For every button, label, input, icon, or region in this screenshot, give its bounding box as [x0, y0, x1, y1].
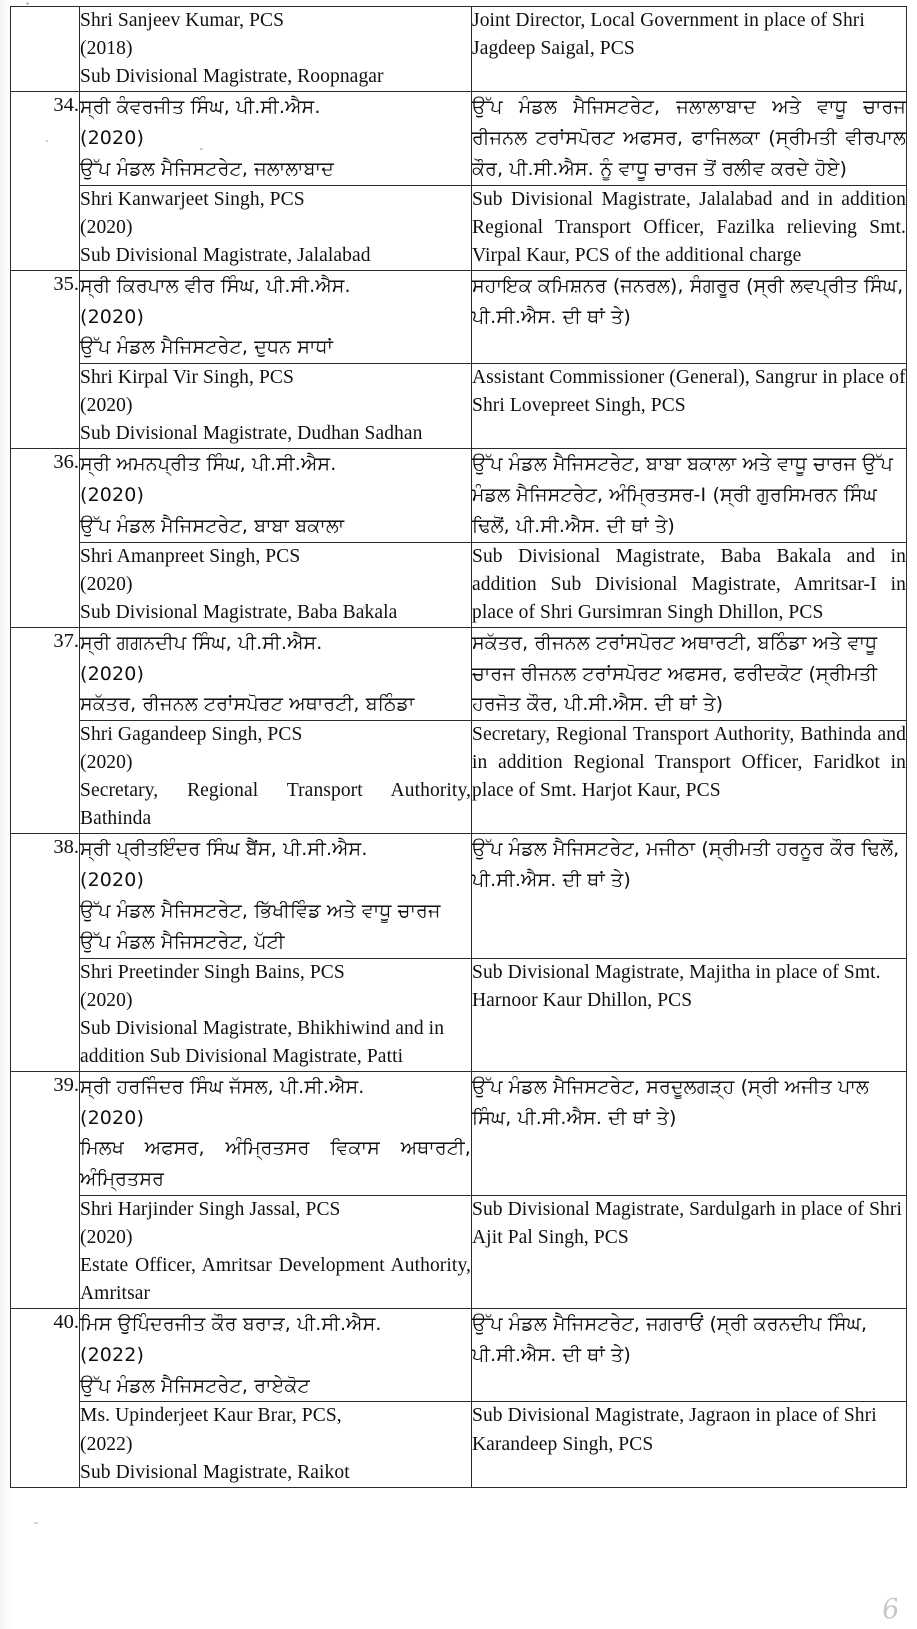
posting-details-cell — [472, 92, 907, 185]
posting-details-cell-text — [472, 449, 906, 541]
text-line: ਸ੍ਰੀ ਗਗਨਦੀਪ ਸਿੰਘ, ਪੀ.ਸੀ.ਐਸ. — [80, 631, 323, 654]
text-line: Sub Divisional Magistrate, Raikot — [80, 1461, 350, 1483]
table-row — [11, 627, 907, 720]
officer-details-cell — [80, 270, 472, 363]
text-line: ਉੱਪ ਮੰਡਲ ਮੈਜਿਸਟਰੇਟ, ਰਾਏਕੋਟ — [80, 1374, 310, 1397]
text-line: Shri Kirpal Vir Singh, PCS — [80, 367, 294, 389]
officer-details-cell-text — [80, 1402, 471, 1486]
posting-details-cell — [472, 270, 907, 363]
text-line: ਸ੍ਰੀ ਅਮਨਪ੍ਰੀਤ ਸਿੰਘ, ਪੀ.ਸੀ.ਐਸ. — [80, 453, 337, 476]
posting-details-cell-text — [472, 721, 906, 805]
posting-details-cell — [472, 364, 907, 449]
posting-details-cell — [472, 7, 907, 92]
posting-details-cell-text — [472, 1309, 906, 1371]
posting-details-cell — [472, 1195, 907, 1308]
posting-details-cell-text — [472, 1072, 906, 1134]
table-row — [11, 270, 907, 363]
text-line: (2020) — [80, 573, 133, 595]
text-line: Shri Gagandeep Singh, PCS — [80, 724, 303, 746]
text-line: (2020) — [80, 662, 145, 685]
officer-details-cell-text — [80, 7, 471, 91]
text-line: Sub Divisional Magistrate, Majitha in place of Smt. Harnoor Kaur Dhillon, PCS — [472, 961, 881, 1011]
text-line: (2020) — [80, 1226, 133, 1248]
posting-details-cell-text — [472, 834, 906, 896]
serial-number-cell: 37. — [11, 627, 80, 834]
text-line: ਉੱਪ ਮੰਡਲ ਮੈਜਿਸਟਰੇਟ, ਦੁਧਨ ਸਾਧਾਂ — [80, 336, 334, 359]
table-row — [11, 1195, 907, 1308]
scan-speck — [34, 1522, 38, 1524]
serial-number-cell: 40. — [11, 1309, 80, 1488]
text-line: ਉੱਪ ਮੰਡਲ ਮੈਜਿਸਟਰੇਟ, ਮਜੀਠਾ (ਸ੍ਰੀਮਤੀ ਹਰਨੂਰ ਕੌਰ ਢਿਲੋਂ, ਪੀ.ਸੀ.ਐਸ. ਦੀ ਥਾਂ ਤੇ) — [472, 838, 900, 892]
posting-details-cell — [472, 1309, 907, 1402]
text-line: ਸ੍ਰੀ ਹਰਜਿੰਦਰ ਸਿੰਘ ਜੱਸਲ, ਪੀ.ਸੀ.ਐਸ. — [80, 1075, 365, 1098]
officer-details-cell — [80, 1309, 472, 1402]
officer-details-cell — [80, 958, 472, 1071]
officer-details-cell-text — [80, 92, 471, 184]
handwritten-mark: 6 — [880, 1593, 903, 1626]
posting-details-cell — [472, 721, 907, 834]
text-line: Assistant Commissioner (General), Sangrur in place of Shri Lovepreet Singh, PCS — [472, 367, 906, 417]
text-line: ਉੱਪ ਮੰਡਲ ਮੈਜਿਸਟਰੇਟ, ਬਾਬਾ ਬਕਾਲਾ — [80, 514, 345, 537]
text-line: ਸਹਾਇਕ ਕਮਿਸ਼ਨਰ (ਜਨਰਲ), ਸੰਗਰੂਰ (ਸ੍ਰੀ ਲਵਪ੍ਰੀਤ ਸਿੰਘ, ਪੀ.ਸੀ.ਐਸ. ਦੀ ਥਾਂ ਤੇ) — [472, 274, 904, 328]
text-line: Shri Sanjeev Kumar, PCS — [80, 10, 285, 31]
text-line: Shri Kanwarjeet Singh, PCS — [80, 188, 305, 210]
officer-details-cell — [80, 1195, 472, 1308]
text-line: ਸ੍ਰੀ ਕੰਵਰਜੀਤ ਸਿੰਘ, ਪੀ.ਸੀ.ਐਸ. — [80, 96, 321, 119]
text-line: Shri Preetinder Singh Bains, PCS — [80, 961, 345, 983]
serial-number-cell: 34. — [11, 92, 80, 271]
text-line: Sub Divisional Magistrate, Sardulgarh in place of Shri Ajit Pal Singh, PCS — [472, 1198, 902, 1248]
posting-details-cell — [472, 834, 907, 958]
posting-details-cell — [472, 627, 907, 720]
text-line: Ms. Upinderjeet Kaur Brar, PCS, — [80, 1405, 342, 1427]
officer-details-cell-text — [80, 364, 471, 448]
posting-details-cell — [472, 185, 907, 270]
officer-details-cell-text — [80, 1309, 471, 1401]
text-line: Sub Divisional Magistrate, Roopnagar — [80, 66, 384, 88]
table-row — [11, 364, 907, 449]
posting-details-cell — [472, 1402, 907, 1487]
table-row — [11, 185, 907, 270]
text-line: ਉੱਪ ਮੰਡਲ ਮੈਜਿਸਟਰੇਟ, ਜਲਾਲਾਬਾਦ ਅਤੇ ਵਾਧੂ ਚਾਰਜ ਰੀਜਨਲ ਟਰਾਂਸਪੋਰਟ ਅਫਸਰ, ਫਾਜਿਲਕਾ (ਸ੍ਰੀਮਤੀ ਵੀਰਪਾਲ ਕੌਰ, ਪੀ.ਸੀ.ਐਸ. ਨੂੰ ਵਾਧੂ ਚਾਰਜ ਤੋਂ ਰਲੀਵ ਕਰਦੇ ਹੋਏ) — [472, 96, 906, 180]
officer-details-cell-text — [80, 959, 471, 1071]
text-line: (2022) — [80, 1343, 145, 1366]
table-row — [11, 542, 907, 627]
table-row — [11, 1402, 907, 1487]
officer-details-cell — [80, 364, 472, 449]
text-line: ਉੱਪ ਮੰਡਲ ਮੈਜਿਸਟਰੇਟ, ਭਿੱਖੀਵਿੰਡ ਅਤੇ ਵਾਧੂ ਚਾਰਜ ਉੱਪ ਮੰਡਲ ਮੈਜਿਸਟਰੇਟ, ਪੱਟੀ — [80, 899, 441, 953]
officer-details-cell — [80, 449, 472, 542]
officer-details-cell — [80, 627, 472, 720]
serial-number-cell: 39. — [11, 1071, 80, 1308]
officer-details-cell — [80, 834, 472, 958]
text-line: (2020) — [80, 484, 145, 507]
posting-details-cell — [472, 449, 907, 542]
text-line: (2020) — [80, 869, 145, 892]
officer-details-cell — [80, 1071, 472, 1195]
posting-details-cell — [472, 1071, 907, 1195]
officer-details-cell-text — [80, 628, 471, 720]
posting-details-cell — [472, 958, 907, 1071]
text-line: Estate Officer, Amritsar Development Authority, Amritsar — [80, 1255, 471, 1305]
table-row — [11, 1309, 907, 1402]
text-line: Sub Divisional Magistrate, Jagraon in place of Shri Karandeep Singh, PCS — [472, 1405, 877, 1455]
text-line: Shri Amanpreet Singh, PCS — [80, 545, 301, 567]
officer-details-cell-text — [80, 271, 471, 363]
table-row — [11, 92, 907, 185]
text-line: ਉੱਪ ਮੰਡਲ ਮੈਜਿਸਟਰੇਟ, ਸਰਦੂਲਗੜ੍ਹ (ਸ੍ਰੀ ਅਜੀਤ ਪਾਲ ਸਿੰਘ, ਪੀ.ਸੀ.ਐਸ. ਦੀ ਥਾਂ ਤੇ) — [472, 1075, 869, 1129]
text-line: Secretary, Regional Transport Authority, Bathinda and in addition Regional Transport Officer, Faridkot in place of Smt. Harjot Kaur, PCS — [472, 724, 906, 802]
officer-details-cell — [80, 92, 472, 185]
text-line: (2020) — [80, 1106, 145, 1129]
text-line: Sub Divisional Magistrate, Jalalabad — [80, 244, 371, 266]
text-line: (2020) — [80, 127, 145, 149]
text-line: Joint Director, Local Government in place of Shri Jagdeep Saigal, PCS — [472, 10, 865, 60]
serial-number-cell: 35. — [11, 270, 80, 449]
text-line: (2020) — [80, 752, 133, 774]
text-line: (2020) — [80, 216, 133, 238]
posting-details-cell-text — [472, 364, 906, 420]
posting-details-cell-text — [472, 959, 906, 1015]
serial-number-cell — [11, 7, 80, 92]
officer-details-cell — [80, 1402, 472, 1487]
posting-details-cell-text — [472, 1196, 906, 1252]
table-row — [11, 1071, 907, 1195]
text-line: Sub Divisional Magistrate, Dudhan Sadhan — [80, 423, 423, 445]
posting-details-cell-text — [472, 7, 906, 63]
text-line: Secretary, Regional Transport Authority, Bathinda — [80, 780, 471, 830]
officer-details-cell — [80, 721, 472, 834]
table-row — [11, 721, 907, 834]
text-line: (2020) — [80, 305, 145, 328]
posting-details-cell-text — [472, 628, 906, 720]
table-body — [11, 7, 907, 1488]
text-line: (2020) — [80, 989, 133, 1011]
table-row — [11, 834, 907, 958]
text-line: (2018) — [80, 38, 133, 60]
officer-details-cell — [80, 185, 472, 270]
text-line: ਸਕੱਤਰ, ਰੀਜਨਲ ਟਰਾਂਸਪੋਰਟ ਅਥਾਰਟੀ, ਬਠਿੰਡਾ — [80, 693, 415, 716]
serial-number-cell: 38. — [11, 834, 80, 1071]
text-line: ਸਕੱਤਰ, ਰੀਜਨਲ ਟਰਾਂਸਪੋਰਟ ਅਥਾਰਟੀ, ਬਠਿੰਡਾ ਅਤੇ ਵਾਧੂ ਚਾਰਜ ਰੀਜਨਲ ਟਰਾਂਸਪੋਰਟ ਅਫਸਰ, ਫਰੀਦਕੋਟ (ਸ੍ਰੀਮਤੀ ਹਰਜੋਤ ਕੌਰ, ਪੀ.ਸੀ.ਐਸ. ਦੀ ਥਾਂ ਤੇ) — [472, 631, 878, 716]
officer-details-cell-text — [80, 1196, 471, 1308]
text-line: ਸ੍ਰੀ ਕਿਰਪਾਲ ਵੀਰ ਸਿੰਘ, ਪੀ.ਸੀ.ਐਸ. — [80, 274, 351, 297]
text-line: Sub Divisional Magistrate, Bhikhiwind and in addition Sub Divisional Magistrate, Patti — [80, 1017, 445, 1067]
transfer-order-table — [10, 6, 907, 1488]
officer-details-cell — [80, 542, 472, 627]
text-line: Sub Divisional Magistrate, Jalalabad and in addition Regional Transport Officer, Fazilka relieving Smt. Virpal Kaur, PCS of the additional charge — [472, 188, 906, 266]
serial-number-cell: 36. — [11, 449, 80, 628]
text-line: Shri Harjinder Singh Jassal, PCS — [80, 1198, 341, 1220]
table-row — [11, 449, 907, 542]
officer-details-cell-text — [80, 449, 471, 541]
text-line: ਉੱਪ ਮੰਡਲ ਮੈਜਿਸਟਰੇਟ, ਜਲਾਲਾਬਾਦ — [80, 157, 334, 180]
officer-details-cell-text — [80, 1072, 471, 1195]
text-line: Sub Divisional Magistrate, Baba Bakala — [80, 601, 398, 623]
text-line: ਮਿਲਖ ਅਫਸਰ, ਅੰਮ੍ਰਿਤਸਰ ਵਿਕਾਸ ਅਥਾਰਟੀ, ਅੰਮ੍ਰਿਤਸਰ — [80, 1137, 471, 1191]
text-line: Sub Divisional Magistrate, Baba Bakala and in addition Sub Divisional Magistrate, Amritsar-I in place of Shri Gursimran Singh Dhillon, PCS — [472, 545, 906, 623]
text-line: (2020) — [80, 395, 133, 417]
posting-details-cell — [472, 542, 907, 627]
posting-details-cell-text — [472, 1402, 906, 1458]
posting-details-cell-text — [472, 92, 906, 184]
posting-details-cell-text — [472, 271, 906, 333]
text-line: ਮਿਸ ਉਪਿੰਦਰਜੀਤ ਕੌਰ ਬਰਾੜ, ਪੀ.ਸੀ.ਐਸ. — [80, 1313, 382, 1336]
posting-details-cell-text — [472, 186, 906, 270]
officer-details-cell-text — [80, 186, 471, 270]
text-line: ਉੱਪ ਮੰਡਲ ਮੈਜਿਸਟਰੇਟ, ਬਾਬਾ ਬਕਾਲਾ ਅਤੇ ਵਾਧੂ ਚਾਰਜ ਉੱਪ ਮੰਡਲ ਮੈਜਿਸਟਰੇਟ, ਅੰਮ੍ਰਿਤਸਰ-I (ਸ੍ਰੀ ਗੁਰਸਿਮਰਨ ਸਿੰਘ ਢਿਲੋਂ, ਪੀ.ਸੀ.ਐਸ. ਦੀ ਥਾਂ ਤੇ) — [472, 453, 893, 537]
table-row — [11, 958, 907, 1071]
officer-details-cell — [80, 7, 472, 92]
scan-speck — [26, 2, 29, 5]
table-row — [11, 7, 907, 92]
posting-details-cell-text — [472, 543, 906, 627]
officer-details-cell-text — [80, 721, 471, 833]
text-line: (2022) — [80, 1433, 133, 1455]
officer-details-cell-text — [80, 834, 471, 957]
text-line: ਉੱਪ ਮੰਡਲ ਮੈਜਿਸਟਰੇਟ, ਜਗਰਾਓਂ (ਸ੍ਰੀ ਕਰਨਦੀਪ ਸਿੰਘ, ਪੀ.ਸੀ.ਐਸ. ਦੀ ਥਾਂ ਤੇ) — [472, 1313, 868, 1366]
officer-details-cell-text — [80, 543, 471, 627]
text-line: ਸ੍ਰੀ ਪ੍ਰੀਤਇੰਦਰ ਸਿੰਘ ਬੈਂਸ, ਪੀ.ਸੀ.ਐਸ. — [80, 838, 368, 861]
